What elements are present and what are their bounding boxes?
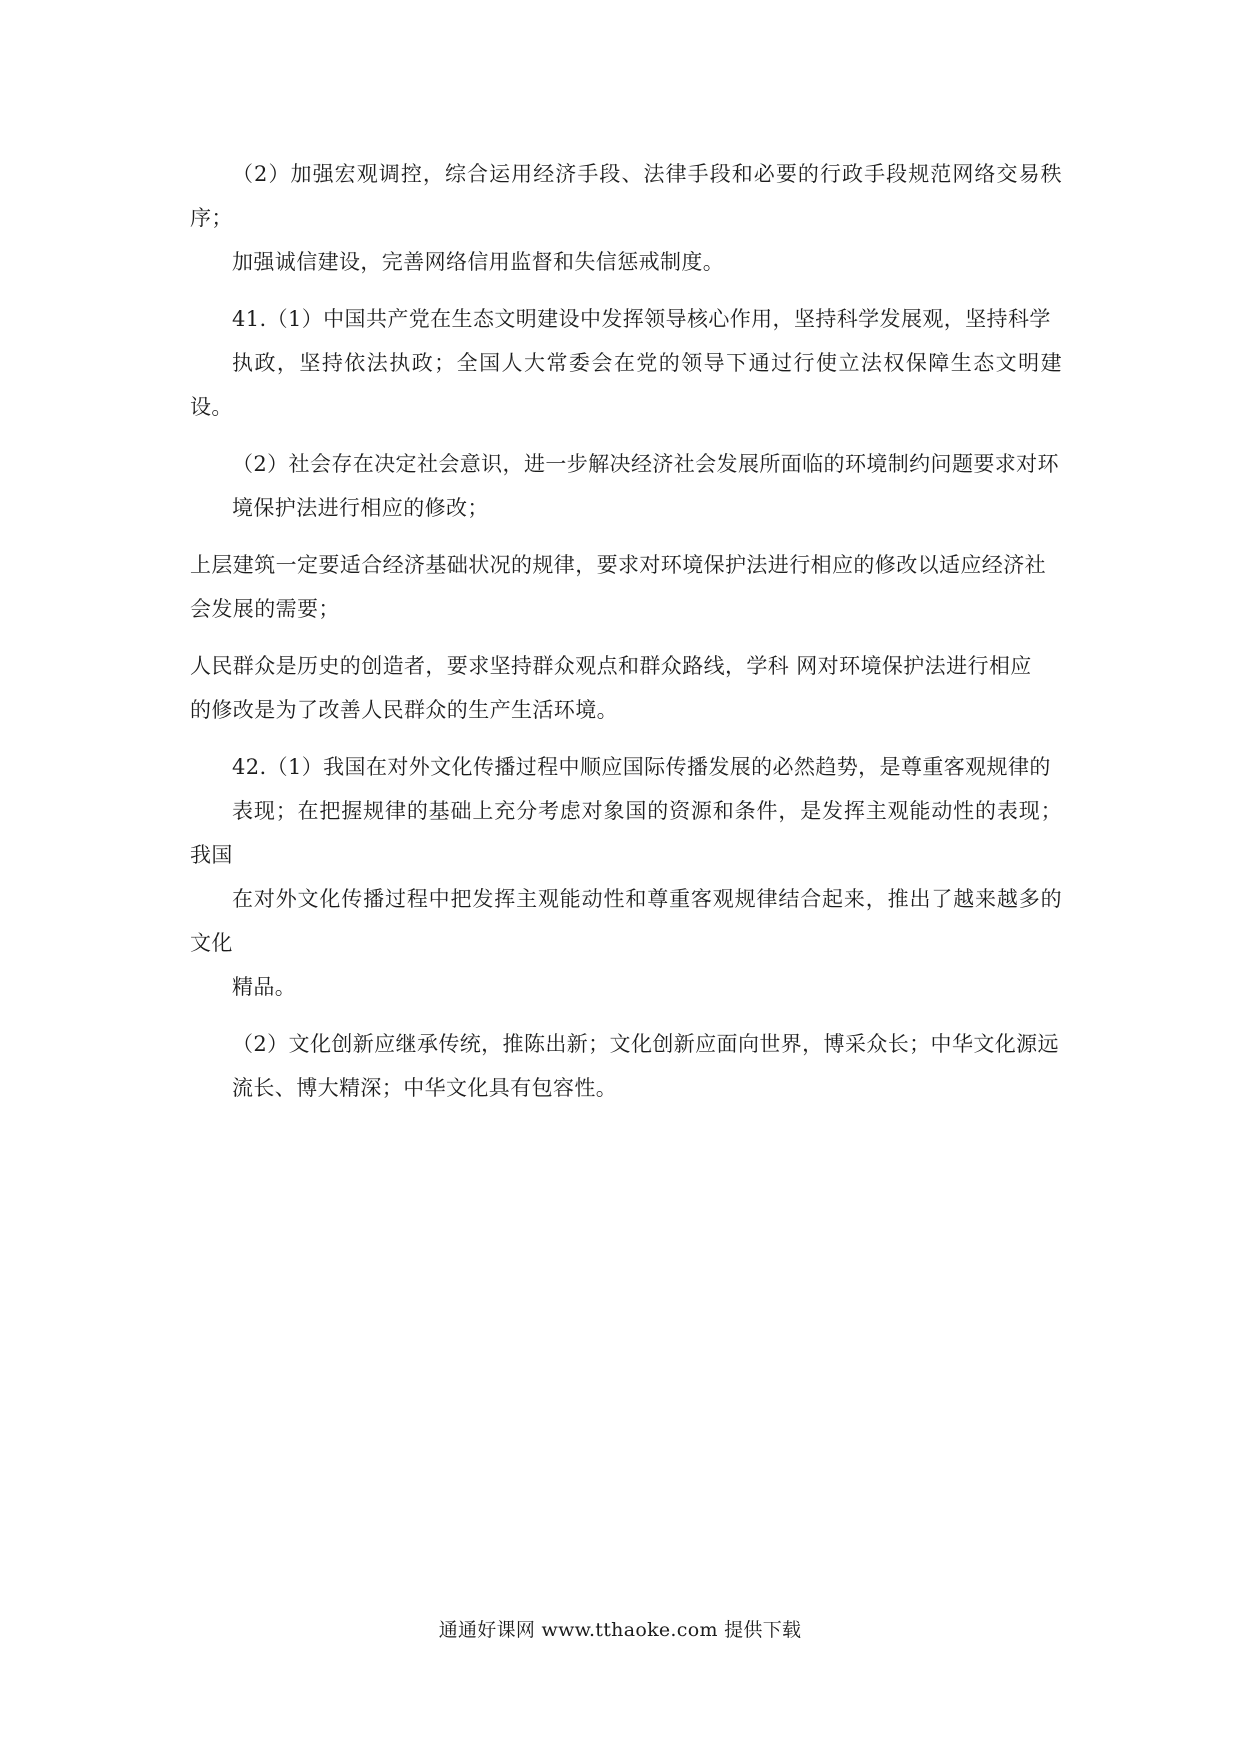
text-line: 上层建筑一定要适合经济基础状况的规律，要求对环境保护法进行相应的修改以适应经济社 xyxy=(190,553,1046,577)
paragraph xyxy=(190,543,1062,631)
paragraph xyxy=(190,152,1062,284)
paragraph xyxy=(190,297,1062,429)
text-line: 执政，坚持依法执政；全国人大常委会在党的领导下通过行使立法权保障生态文明建设。 xyxy=(190,351,1062,419)
text-line: 加强诚信建设，完善网络信用监督和失信惩戒制度。 xyxy=(232,250,725,274)
page-footer: 通通好课网 www.tthaoke.com 提供下载 xyxy=(438,1619,802,1641)
text-line: 在对外文化传播过程中把发挥主观能动性和尊重客观规律结合起来，推出了越来越多的文化 xyxy=(190,887,1062,955)
text-line: 42.（1）我国在对外文化传播过程中顺应国际传播发展的必然趋势，是尊重客观规律的 xyxy=(232,755,1051,779)
text-line: （2）社会存在决定社会意识，进一步解决经济社会发展所面临的环境制约问题要求对环 xyxy=(232,452,1059,476)
paragraph xyxy=(190,644,1062,732)
paragraph xyxy=(190,745,1062,1009)
text-line: 境保护法进行相应的修改； xyxy=(232,496,489,520)
text-line: 流长、博大精深；中华文化具有包容性。 xyxy=(232,1076,618,1100)
text-line: （2）加强宏观调控，综合运用经济手段、法律手段和必要的行政手段规范网络交易秩序； xyxy=(190,162,1062,230)
text-line: 的修改是为了改善人民群众的生产生活环境。 xyxy=(190,698,618,722)
text-line: 表现；在把握规律的基础上充分考虑对象国的资源和条件，是发挥主观能动性的表现；我国 xyxy=(190,799,1062,867)
text-line: 人民群众是历史的创造者，要求坚持群众观点和群众路线，学科 网对环境保护法进行相应 xyxy=(190,654,1032,678)
text-line: 精品。 xyxy=(232,975,297,999)
text-line: （2）文化创新应继承传统，推陈出新；文化创新应面向世界，博采众长；中华文化源远 xyxy=(232,1032,1059,1056)
answer-content xyxy=(190,152,1062,1123)
paragraph xyxy=(190,442,1062,530)
text-line: 41.（1）中国共产党在生态文明建设中发挥领导核心作用，坚持科学发展观，坚持科学 xyxy=(232,307,1051,331)
text-line: 会发展的需要； xyxy=(190,597,340,621)
paragraph xyxy=(190,1022,1062,1110)
